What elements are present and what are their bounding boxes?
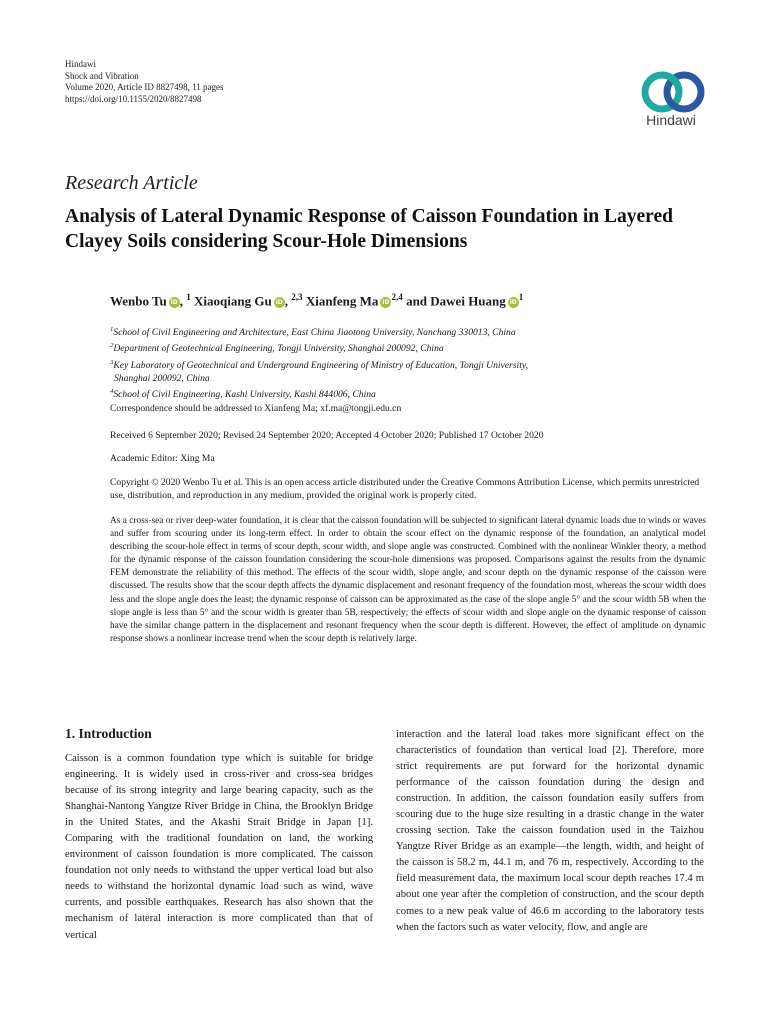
affiliation-item: $^4$School of Civil Engineering, Kashi University, Kashi 844006, China	[110, 388, 376, 401]
volume-line: Volume 2020, Article ID 8827498, 11 pages	[65, 82, 224, 92]
orcid-icon[interactable]: iD	[509, 299, 517, 307]
author-name[interactable]: Xiaoqiang Gu	[194, 293, 272, 309]
author-affiliation-ref: 2,4	[391, 292, 403, 302]
correspondence: Correspondence should be addressed to Xianfeng Ma; xf.ma@tongji.edu.cn	[110, 403, 402, 414]
copyright-notice: Copyright © 2020 Wenbo Tu et al. This is an open access article distributed under the Creative Commons Attribution License, which permits unrestricted use, distribution, and reproduction in any medium, provided the original work is properly cited.	[110, 477, 700, 501]
section-title: 1. Introduction	[65, 726, 152, 741]
abstract: As a cross-sea or river deep-water foundation, it is clear that the caisson foundation will be subjected to significant lateral dynamic loads due to winds or waves and suffer from scouring under its long-term effect. In order to obtain the scour effect on the dynamic response of the foundation, an analytical model describing the scour-hole effect in terms of scour depth, scour width, and slope angle was constructed. Combined with the nonlinear Winkler theory, a method for the dynamic response of the caisson foundation considering the scour-hole dimensions was proposed. Comparisons against the results from the dynamic FEM demonstrate the reliability of this method. The effects of the scour width, slope angle, and scour depth on the dynamic response of the caisson were discussed. The results show that the scour depth affects the dynamic displacement and resonant frequency of the foundation most, whereas the scour width does less and the slope angle does the least; the dynamic response of caisson can be approximated as the case of the slope angle 5° and the scour width 5B when the slope angle is less than 5° and the scour width is greater than 5B, respectively; the effects of scour width and slope angle on the dynamic response of caisson have the similar change pattern in the displacement and resonant frequency when the scour depth is different. However, the effect of amplitude on dynamic response shows a nonlinear increase trend when the scour depth is relatively large.	[110, 516, 706, 644]
body-text-right-column: interaction and the lateral load takes more significant effect on the characteristics of foundation than vertical load [2]. Therefore, more strict requirements are put forward for the horizontal dynamic performance of the caisson foundation during the design and construction. In addition, the caisson foundation easily suffers from scouring due to the huge size resulting in a drastic change in the water crossing section. Take the caisson foundation used in the Taizhou Yangtze River Bridge as an example—the length, width, and height of the caisson is 58.2 m, 44.1 m, and 76 m, respectively. According to the field measurement data, the maximum local scour depth reaches 17.4 m about one year after the completion of construction, and the scour depth comes to a new peak value of 46.6 m according to the laboratory tests when the factors such as water velocity, flow, and angle are	[396, 729, 704, 933]
author-list: Wenbo Tu iD , $^1$ Xiaoqiang Gu iD , $^{2,3}$ Xianfeng Ma iD$^{2,4}$ and Dawei Huang $iD^1$	[110, 292, 524, 309]
author-affiliation-ref: 1	[518, 292, 524, 302]
orcid-icon[interactable]: iD	[275, 299, 283, 307]
journal-meta	[65, 59, 223, 105]
author-affiliation-ref: 1	[186, 292, 191, 302]
affiliations	[110, 323, 670, 402]
author-name[interactable]: Dawei Huang	[430, 293, 506, 309]
author-name[interactable]: Xianfeng Ma	[305, 293, 379, 309]
article-title: Analysis of Lateral Dynamic Response of Caisson Foundation in Layered Clayey Soils considering Scour-Hole Dimensions	[65, 206, 673, 252]
affiliation-item: $^1$School of Civil Engineering and Architecture, East China Jiaotong University, Nanchang 330013, China	[110, 326, 516, 339]
academic-editor: Academic Editor: Xing Ma	[110, 453, 215, 464]
journal-name: Shock and Vibration	[65, 70, 139, 81]
logo-text: Hindawi	[646, 112, 696, 128]
body-text-left-column: Caisson is a common foundation type which is suitable for bridge engineering. It is widely used in cross-river and cross-sea bridges because of its strong integrity and large bearing capacity, such as the Shanghai-Nantong Yangtze River Bridge in China, the Brooklyn Bridge in the United States, and the Akashi Strait Bridge in Japan [1]. Comparing with the traditional foundation on land, the working environment of caisson foundation is more complicated. The caisson foundation not only needs to withstand the upper vertical load but also needs to withstand the horizontal dynamic load such as wind, wave currents, and possible earthquakes. Research has also shown that the mechanism of lateral interaction is more complicated than that of vertical	[65, 753, 373, 941]
affiliation-item: $^2$Department of Geotechnical Engineering, Tongji University, Shanghai 200092, China	[110, 342, 444, 355]
article-type: Research Article	[65, 172, 198, 194]
doi-link[interactable]: https://doi.org/10.1155/2020/8827498	[65, 93, 202, 104]
author-affiliation-ref: 2,3	[291, 292, 303, 302]
affiliation-item: $^3$Key Laboratory of Geotechnical and Underground Engineering of Ministry of Education, Tongji University,	[110, 358, 528, 371]
author-name[interactable]: Wenbo Tu	[110, 293, 167, 309]
affiliation-item: Shanghai 200092, China	[114, 373, 210, 385]
orcid-icon[interactable]: iD	[170, 299, 178, 307]
publisher-name: Hindawi	[65, 59, 96, 69]
publication-dates: Received 6 September 2020; Revised 24 September 2020; Accepted 4 October 2020; Published 17 October 2020	[110, 430, 544, 441]
orcid-icon[interactable]: iD	[382, 299, 390, 307]
